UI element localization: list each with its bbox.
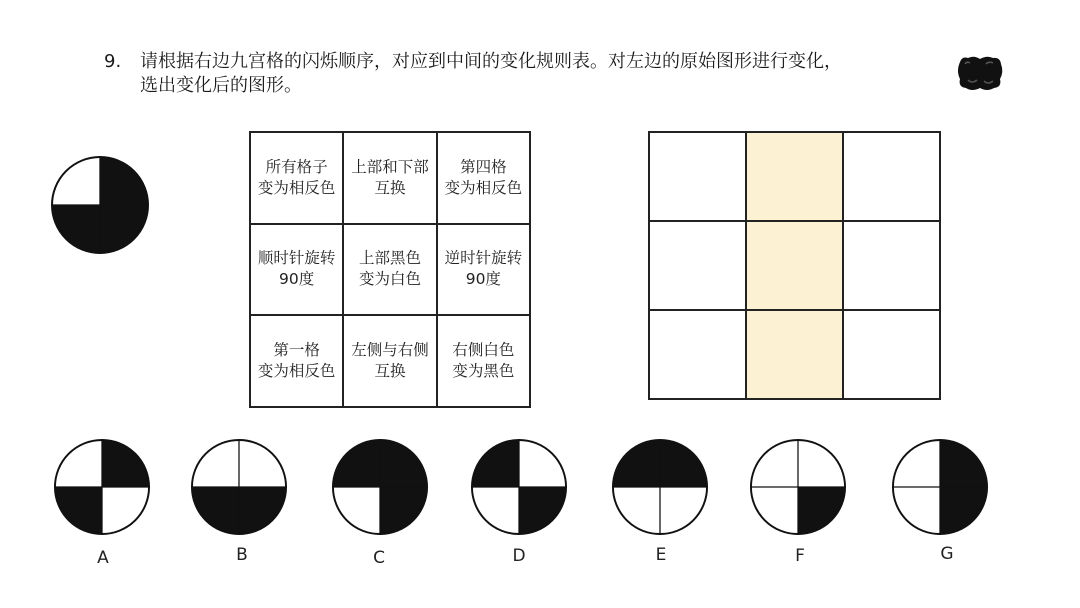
question-number: 9.: [104, 51, 122, 72]
flash-cell-1: [649, 132, 746, 221]
flash-cell-9: [843, 310, 940, 399]
flash-cell-7: [649, 310, 746, 399]
option-shape-d[interactable]: [470, 438, 568, 536]
rule-cell-4: 顺时针旋转 90度: [250, 224, 343, 316]
option-shape-g[interactable]: [891, 438, 989, 536]
rule-cell-5: 上部黑色 变为白色: [343, 224, 436, 316]
rule-table: [249, 131, 531, 408]
option-shape-b[interactable]: [190, 438, 288, 536]
rule-cell-2: 上部和下部 互换: [343, 132, 436, 224]
option-label-e: E: [655, 545, 667, 565]
option-label-g: G: [940, 544, 954, 564]
rule-cell-1: 所有格子 变为相反色: [250, 132, 343, 224]
option-shape-e[interactable]: [611, 438, 709, 536]
option-label-a: A: [97, 548, 109, 568]
rule-cell-6: 逆时针旋转 90度: [437, 224, 530, 316]
option-shape-a[interactable]: [53, 438, 151, 536]
flash-cell-5: [746, 221, 843, 310]
number-badge-icon: [956, 54, 1004, 92]
flash-cell-2: [746, 132, 843, 221]
option-label-c: C: [373, 548, 385, 568]
rule-cell-7: 第一格 变为相反色: [250, 315, 343, 407]
rule-cell-8: 左侧与右侧 互换: [343, 315, 436, 407]
option-shape-f[interactable]: [749, 438, 847, 536]
rule-cell-9: 右侧白色 变为黑色: [437, 315, 530, 407]
question-line-2: 选出变化后的图形。: [140, 75, 302, 96]
flash-cell-6: [843, 221, 940, 310]
flash-cell-3: [843, 132, 940, 221]
flash-grid: [648, 131, 941, 400]
question-line-1: 请根据右边九宫格的闪烁顺序，对应到中间的变化规则表。对左边的原始图形进行变化，: [140, 51, 842, 72]
flash-cell-4: [649, 221, 746, 310]
option-label-d: D: [512, 546, 526, 566]
option-label-f: F: [795, 546, 805, 566]
option-shape-c[interactable]: [331, 438, 429, 536]
rule-cell-3: 第四格 变为相反色: [437, 132, 530, 224]
original-shape: [50, 155, 150, 255]
option-label-b: B: [236, 545, 248, 565]
flash-cell-8: [746, 310, 843, 399]
